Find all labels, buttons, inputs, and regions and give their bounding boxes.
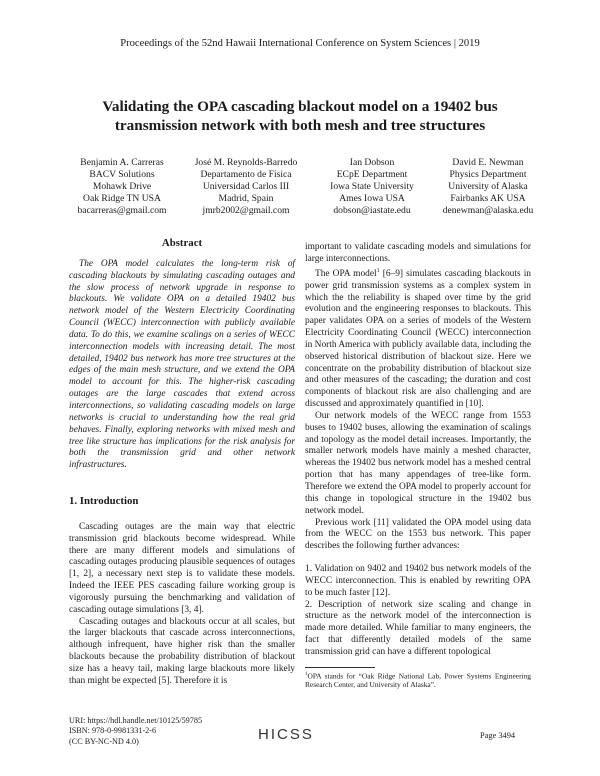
author-affiliation: Mohawk Drive xyxy=(92,181,152,192)
author-affiliation: Departamento de Física xyxy=(200,169,292,180)
intro-paragraph-2: Cascading outages and blackouts occur at all scales, but the larger blackouts that cascade across interconnections, although infrequent, have higher risk than the smaller blackouts because the probability distribution of blackout size has a heavy tail, making large blackouts more likely than might be expected [5]. Therefore it is xyxy=(69,616,295,686)
author-affiliation: Fairbanks AK USA xyxy=(450,193,526,204)
author-affiliation: University of Alaska xyxy=(448,181,528,192)
author-affiliation: Iowa State University xyxy=(330,181,414,192)
right-paragraph-3: Previous work [11] validated the OPA model using data from the WECC on the 1553 bus network. This paper describes the following further advances: xyxy=(305,517,531,552)
footer-uri: URI: https://hdl.handle.net/10125/59785 xyxy=(69,716,203,725)
paper-title: Validating the OPA cascading blackout model on a 19402 bus transmission network with both mesh and tree structures xyxy=(102,98,498,134)
author-affiliation: ECpE Department xyxy=(336,169,408,180)
footer-license: (CC BY-NC-ND 4.0) xyxy=(69,736,139,746)
author-1 xyxy=(68,157,176,217)
author-block xyxy=(68,157,548,217)
section-heading-introduction: 1. Introduction xyxy=(69,495,139,508)
author-email: dobson@iastate.edu xyxy=(333,205,411,216)
author-affiliation: Universidad Carlos III xyxy=(202,181,290,192)
author-affiliation: Physics Department xyxy=(449,169,527,180)
author-email: bacarreras@gmail.com xyxy=(77,205,167,216)
author-3 xyxy=(316,157,428,217)
right-paragraph-1 xyxy=(305,266,531,411)
author-name: Ian Dobson xyxy=(349,157,395,168)
opa-model-rest: [6–9] simulates cascading blackouts in power grid transmission systems as a complex system in which the the reliability is shaped over time by the grid evolution and the engineering responses to blackouts. This paper validates OPA on a series of models of the Western Electricity Coordinating Council (WECC) interconnection in North America with publicly available data, including the observed historical distribution of blackout size. Here we concentrate on the probability distribution of blackout size and other measures of the cascading; the duration and cost components of blackout risk are also challenging and are discussed and approximately quantified in [10]. xyxy=(305,268,531,410)
author-name: José M. Reynolds-Barredo xyxy=(194,157,298,168)
footer-isbn: ISBN: 978-0-9981331-2-6 xyxy=(69,726,157,736)
author-4 xyxy=(428,157,548,217)
author-2 xyxy=(176,157,316,217)
footnote-rule xyxy=(305,667,375,668)
footnote xyxy=(305,670,531,689)
left-column xyxy=(69,238,295,688)
advance-item-2: 2. Description of network size scaling and change in structure as the network model of the interconnection is made more detailed. While familiar to many engineers, the fact that differently detailed models of the same transmission grid can have a different topological xyxy=(305,599,531,657)
footnote-number: 1 xyxy=(305,671,308,677)
hicss-logo: HICSS xyxy=(258,726,314,743)
intro-paragraph-1: Cascading outages are the main way that electric transmission grid blackouts become widespread. While there are many different models and simulations of cascading outages producing plausible sequences of outages [1, 2], a necessary next step is to validate these models. Indeed the IEEE PES cascading failure working group is vigorously pursuing the benchmarking and validation of cascading outage simulations [3, 4]. xyxy=(69,521,295,615)
author-email: jmrb2002@gmail.com xyxy=(202,205,290,216)
abstract-heading: Abstract xyxy=(161,237,203,249)
author-affiliation: Oak Ridge TN USA xyxy=(83,193,161,204)
author-affiliation: Madrid, Spain xyxy=(218,193,274,204)
right-paragraph-0: important to validate cascading models and simulations for large interconnections. xyxy=(305,242,531,264)
author-name: Benjamin A. Carreras xyxy=(80,157,164,168)
author-name: David E. Newman xyxy=(452,157,524,168)
footnote-marker: 1 xyxy=(376,267,380,274)
page-number: Page 3494 xyxy=(480,731,516,740)
abstract-text: The OPA model calculates the long-term risk of cascading blackouts by simulating cascading outages and the slow process of network upgrade in response to blackouts. We validate OPA on a detailed 19402 bus network model of the Western Electricity Coordinating Council (WECC) interconnection with publicly available data. To do this, we examine scalings on a series of WECC interconnection models with increasing detail. The most detailed, 19402 bus network has more tree structures at the edges of the main mesh structure, and we extend the OPA model to account for this. The higher-risk cascading outages are the large cascades that extend across interconnections, so validating cascading models on large networks is crucial to understanding how the real grid behaves. Finally, exploring networks with mixed mesh and tree like structure has implications for the risk analysis for both the transmission grid and other network infrastructures. xyxy=(69,258,295,471)
opa-model-text: The OPA model xyxy=(315,268,377,279)
author-email: denewman@alaska.edu xyxy=(442,205,534,216)
author-affiliation: Ames Iowa USA xyxy=(339,193,405,204)
footnote-text: OPA stands for “Oak Ridge National Lab, Power Systems Engineering Research Center, and University of Alaska”. xyxy=(305,671,531,690)
advance-item-1: 1. Validation on 9402 and 19402 bus network models of the WECC interconnection. This is enabled by rewriting OPA to be much faster [12]. xyxy=(305,564,531,598)
right-paragraph-2: Our network models of the WECC range from 1553 buses to 19402 buses, allowing the examination of scalings and topology as the model detail increases. Importantly, the smaller network models have mainly a meshed character, whereas the 19402 bus network model has a meshed central portion that has many appendages of tree-like form. Therefore we extend the OPA model to properly account for this change in topological structure in the 19402 bus network model. xyxy=(305,410,531,516)
proceedings-header: Proceedings of the 52nd Hawaii International Conference on System Sciences | 2019 xyxy=(120,38,480,49)
author-affiliation: BACV Solutions xyxy=(89,169,155,180)
right-column xyxy=(305,242,531,689)
footer-info xyxy=(69,716,202,747)
